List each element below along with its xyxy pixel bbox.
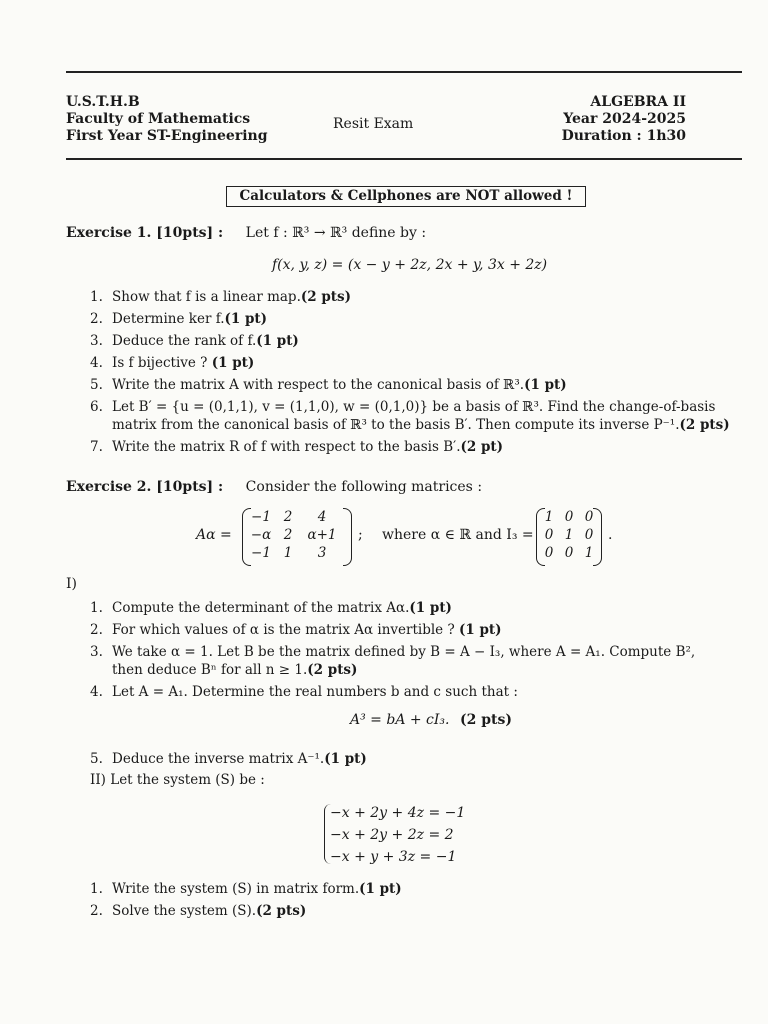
exercise2-heading [66, 479, 482, 495]
list-item: 3. We take α = 1. Let B be the matrix defined by B = A − I₃, where A = A₁. Compute B², then deduce Bⁿ for all n ≥ 1.(2 pts) [90, 644, 696, 678]
end-dot: . [608, 527, 613, 543]
notice-box: Calculators & Cellphones are NOT allowed ! [226, 186, 586, 207]
exam-duration: Duration : 1h30 [561, 128, 686, 144]
exercise2-intro: Consider the following matrices : [245, 479, 483, 495]
exercise1-heading [66, 225, 426, 241]
matrix-a: −1 2 4 −α 2 α+1 −1 1 3 [242, 508, 352, 566]
right-paren [343, 508, 352, 566]
university-name: U.S.T.H.B [66, 94, 140, 110]
list-item: 5. Write the matrix A with respect to the canonical basis of ℝ³.(1 pt) [90, 377, 567, 393]
bottom-rule [66, 158, 742, 160]
list-item: 2. For which values of α is the matrix Aα invertible ? (1 pt) [90, 622, 502, 638]
linear-system [330, 802, 465, 868]
system-eq-1: −x + 2y + 4z = −1 [330, 805, 466, 821]
list-item: 1. Compute the determinant of the matrix Aα.(1 pt) [90, 600, 452, 616]
course-name: ALGEBRA II [590, 94, 686, 110]
list-item: 7. Write the matrix R of f with respect to the basis B′.(2 pt) [90, 439, 504, 455]
where-text: where α ∈ ℝ and I₃ = [382, 527, 534, 543]
exercise1-intro: Let f : ℝ³ → ℝ³ define by : [245, 225, 427, 241]
exam-type: Resit Exam [333, 116, 414, 132]
list-item: 2. Solve the system (S).(2 pts) [90, 903, 307, 919]
list-item: 1. Write the system (S) in matrix form.(1 pt) [90, 881, 402, 897]
exercise1-formula: f(x, y, z) = (x − y + 2z, 2x + y, 3x + 2z) [272, 257, 548, 273]
academic-year: Year 2024-2025 [563, 111, 686, 127]
part1-label: I) [66, 576, 77, 592]
matrix-separator: ; [358, 527, 363, 543]
list-item: 5. Deduce the inverse matrix A⁻¹.(1 pt) [90, 751, 367, 767]
header-right [562, 94, 686, 145]
list-item: 2. Determine ker f.(1 pt) [90, 311, 268, 327]
level-name: First Year ST-Engineering [66, 128, 268, 144]
matrix-a-label: Aα = [196, 527, 232, 543]
exercise1-questions [90, 286, 750, 458]
system-eq-3: −x + y + 3z = −1 [330, 849, 457, 865]
list-item: 4. Is f bijective ? (1 pt) [90, 355, 255, 371]
part1-questions [90, 597, 750, 703]
matrix-i3: 1 0 0 0 1 0 0 0 1 [536, 508, 602, 566]
list-item: 4. Let A = A₁. Determine the real numbers b and c such that : [90, 684, 518, 700]
list-item: 6. Let B′ = {u = (0,1,1), v = (1,1,0), w = (0,1,0)} be a basis of ℝ³. Find the change-of-basis matrix from the canonical basis of ℝ³ to the basis B′. Then compute its inverse P⁻¹.(2 pts) [90, 399, 730, 433]
part1-question-5 [90, 748, 750, 770]
list-item: 1. Show that f is a linear map.(2 pts) [90, 289, 352, 305]
part2-questions [90, 878, 750, 922]
exercise1-title: Exercise 1. [10pts] : [66, 225, 224, 241]
matrix-definitions [196, 508, 616, 566]
header-left [66, 94, 268, 145]
system-eq-2: −x + 2y + 2z = 2 [330, 827, 454, 843]
exercise2-title: Exercise 2. [10pts] : [66, 479, 224, 495]
faculty-name: Faculty of Mathematics [66, 111, 251, 127]
cubic-equation: A³ = bA + cI₃. (2 pts) [350, 712, 512, 728]
list-item: 3. Deduce the rank of f.(1 pt) [90, 333, 299, 349]
top-rule [66, 71, 742, 73]
part2-label: II) Let the system (S) be : [90, 772, 265, 788]
